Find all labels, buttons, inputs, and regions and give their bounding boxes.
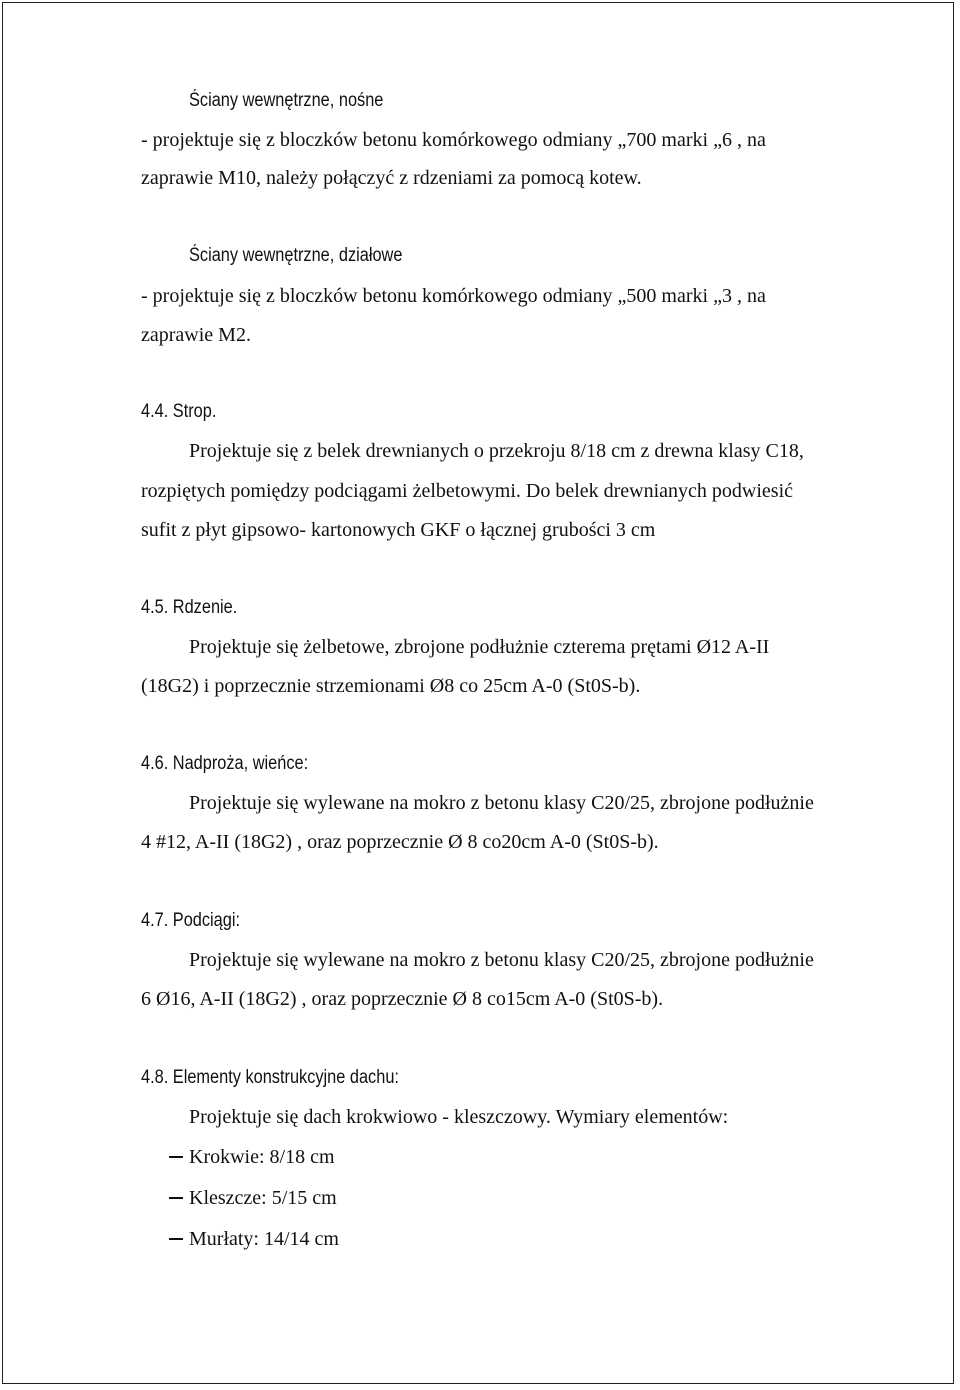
paragraph-line: zaprawie M2. <box>141 324 251 346</box>
list-bullet-dash <box>169 1238 183 1240</box>
section-heading-lintels: 4.6. Nadproża, wieńce: <box>141 753 309 774</box>
list-item: Krokwie: 8/18 cm <box>189 1146 335 1168</box>
section-heading-partition-walls: Ściany wewnętrzne, działowe <box>189 245 403 266</box>
paragraph-line: Projektuje się żelbetowe, zbrojone podłużnie czterema prętami Ø12 A-II <box>189 636 770 658</box>
paragraph-line: (18G2) i poprzecznie strzemionami Ø8 co 25cm A-0 (St0S-b). <box>141 675 641 697</box>
section-heading-load-bearing-walls: Ściany wewnętrzne, nośne <box>189 90 384 111</box>
paragraph-line: 4 #12, A-II (18G2) , oraz poprzecznie Ø 8 co20cm A-0 (St0S-b). <box>141 831 659 853</box>
paragraph-line: rozpiętych pomiędzy podciągami żelbetowymi. Do belek drewnianych podwiesić <box>141 480 794 502</box>
paragraph-line: Projektuje się wylewane na mokro z betonu klasy C20/25, zbrojone podłużnie <box>189 792 814 814</box>
paragraph-line: - projektuje się z bloczków betonu komórkowego odmiany „700 marki „6 , na <box>141 129 766 151</box>
list-item: Murłaty: 14/14 cm <box>189 1228 339 1250</box>
list-bullet-dash <box>169 1156 183 1158</box>
paragraph-line: Projektuje się dach krokwiowo - kleszczowy. Wymiary elementów: <box>189 1106 729 1128</box>
list-item: Kleszcze: 5/15 cm <box>189 1187 337 1209</box>
paragraph-line: zaprawie M10, należy połączyć z rdzeniami za pomocą kotew. <box>141 167 642 189</box>
paragraph-line: 6 Ø16, A-II (18G2) , oraz poprzecznie Ø 8 co15cm A-0 (St0S-b). <box>141 988 664 1010</box>
list-bullet-dash <box>169 1197 183 1199</box>
section-heading-girders: 4.7. Podciągi: <box>141 910 241 931</box>
section-heading-roof-elements: 4.8. Elementy konstrukcyjne dachu: <box>141 1067 399 1088</box>
section-heading-ceiling: 4.4. Strop. <box>141 401 217 422</box>
paragraph-line: sufit z płyt gipsowo- kartonowych GKF o łącznej grubości 3 cm <box>141 519 656 541</box>
document-page <box>2 2 954 1384</box>
paragraph-line: Projektuje się wylewane na mokro z betonu klasy C20/25, zbrojone podłużnie <box>189 949 814 971</box>
paragraph-line: Projektuje się z belek drewnianych o przekroju 8/18 cm z drewna klasy C18, <box>189 440 804 462</box>
paragraph-line: - projektuje się z bloczków betonu komórkowego odmiany „500 marki „3 , na <box>141 285 766 307</box>
section-heading-cores: 4.5. Rdzenie. <box>141 597 238 618</box>
